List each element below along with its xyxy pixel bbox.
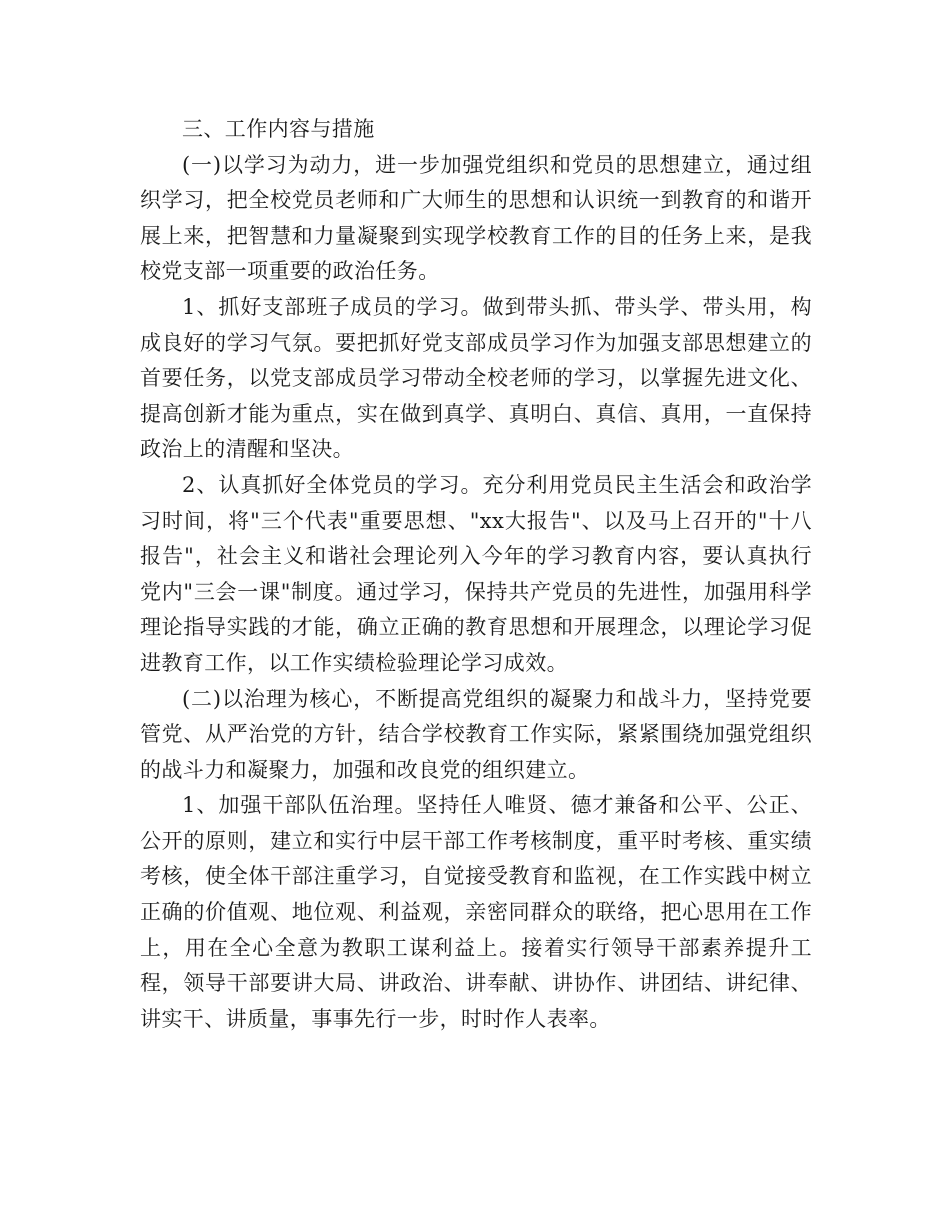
paragraph-3: 2、认真抓好全体党员的学习。充分利用党员民主生活会和政治学习时间，将"三个代表"重要思想、"xx大报告"、以及马上召开的"十八报告"，社会主义和谐社会理论列入今年的学习教育内容，要认真执行党内"三会一课"制度。通过学习，保持共产党员的先进性，加强用科学理论指导实践的才能，确立正确的教育思想和开展理念，以理论学习促进教育工作，以工作实绩检验理论学习成效。 [140, 472, 812, 675]
document-body [140, 112, 812, 1037]
paragraph-4: (二)以治理为核心，不断提高党组织的凝聚力和战斗力，坚持党要管党、从严治党的方针，结合学校教育工作实际，紧紧围绕加强党组织的战斗力和凝聚力，加强和改良党的组织建立。 [140, 686, 812, 782]
paragraph-1: (一)以学习为动力，进一步加强党组织和党员的思想建立，通过组织学习，把全校党员老师和广大师生的思想和认识统一到教育的和谐开展上来，把智慧和力量凝聚到实现学校教育工作的目的任务上来，是我校党支部一项重要的政治任务。 [140, 152, 812, 284]
paragraph-2: 1、抓好支部班子成员的学习。做到带头抓、带头学、带头用，构成良好的学习气氛。要把抓好党支部成员学习作为加强支部思想建立的首要任务，以党支部成员学习带动全校老师的学习，以掌握先进文化、提高创新才能为重点，实在做到真学、真明白、真信、真用，一直保持政治上的清醒和坚决。 [140, 294, 812, 462]
paragraph-5: 1、加强干部队伍治理。坚持任人唯贤、德才兼备和公平、公正、公开的原则，建立和实行中层干部工作考核制度，重平时考核、重实绩考核，使全体干部注重学习，自觉接受教育和监视，在工作实践中树立正确的价值观、地位观、利益观，亲密同群众的联络，把心思用在工作上，用在全心全意为教职工谋利益上。接着实行领导干部素养提升工程，领导干部要讲大局、讲政治、讲奉献、讲协作、讲团结、讲纪律、讲实干、讲质量，事事先行一步，时时作人表率。 [140, 793, 812, 1031]
section-heading: 三、工作内容与措施 [182, 117, 375, 141]
